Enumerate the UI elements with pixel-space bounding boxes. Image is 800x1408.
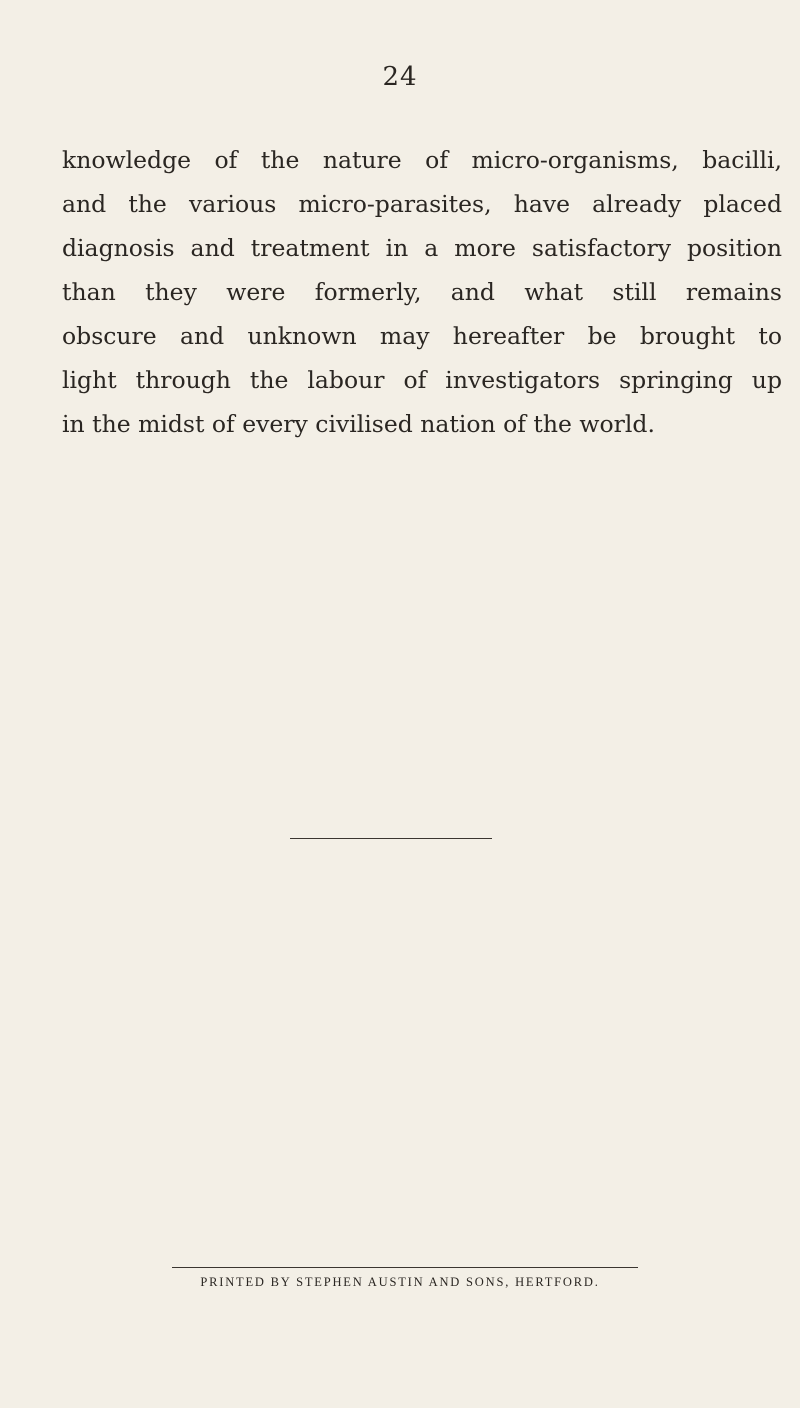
paragraph-line: and the various micro-parasites, have already placed — [62, 190, 782, 218]
imprint-rule — [172, 1267, 638, 1268]
page-number: 24 — [382, 62, 418, 92]
paragraph-line: light through the labour of investigators springing up — [62, 366, 782, 394]
paragraph-line: obscure and unknown may hereafter be brought to — [62, 322, 782, 350]
section-divider — [290, 838, 492, 839]
paragraph — [62, 138, 782, 446]
printer-imprint: PRINTED BY STEPHEN AUSTIN AND SONS, HERTFORD. — [200, 1275, 600, 1289]
paragraph-line-last: in the midst of every civilised nation of the world. — [62, 410, 655, 438]
paragraph-line: than they were formerly, and what still remains — [62, 278, 782, 306]
paragraph-line: knowledge of the nature of micro-organisms, bacilli, — [62, 146, 782, 174]
paragraph-line: diagnosis and treatment in a more satisfactory position — [62, 234, 782, 262]
